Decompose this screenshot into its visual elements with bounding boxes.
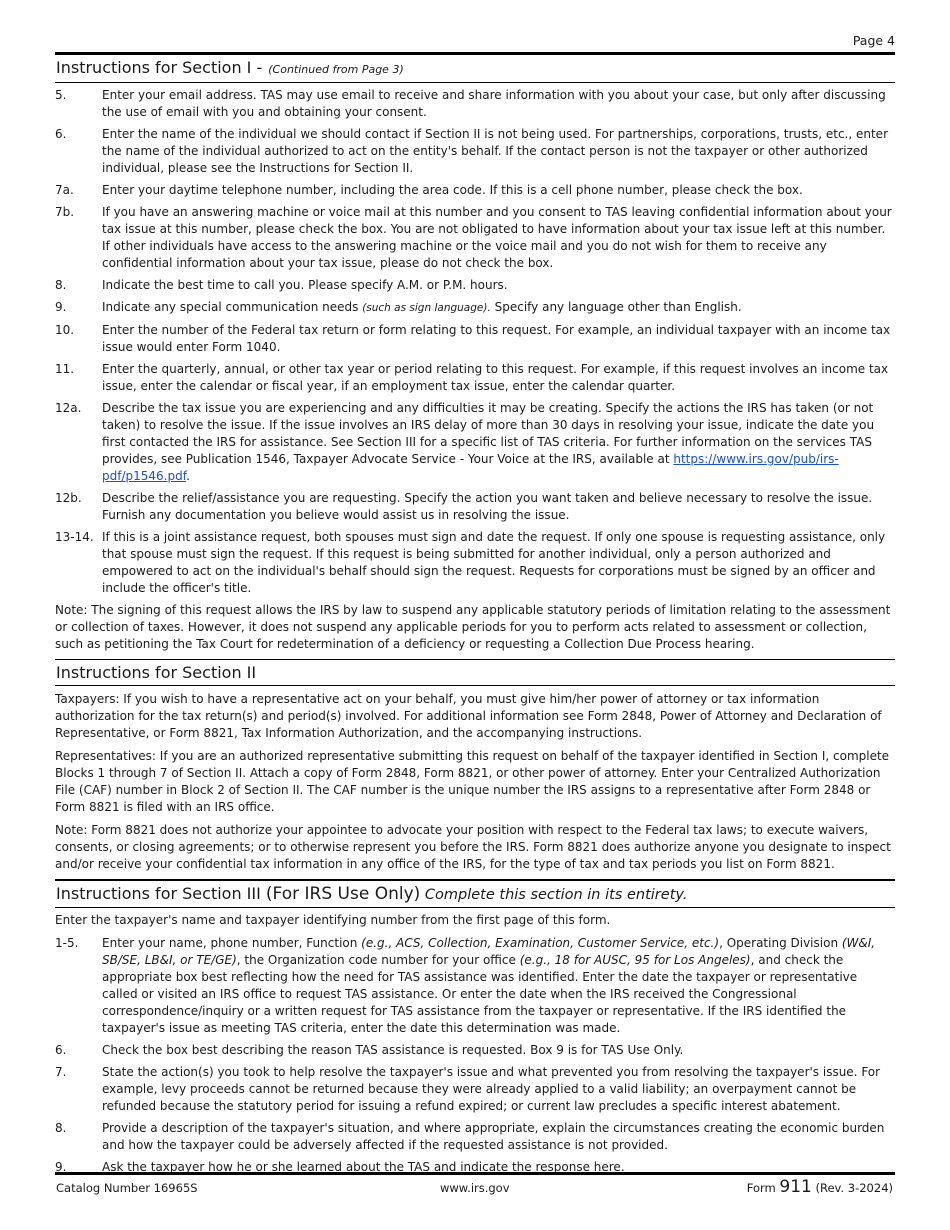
- item-text-part: , and check the appropriate box best reflecting how the need for TAS assistance was identified. Enter the date the taxpayer or representative called or visited an IRS office to request TAS assistance. Or enter the date when the IRS received the Congressional correspondence/inquiry or a written request for TAS assistance from the taxpayer or representative. If the IRS identified the taxpayer's issue as meeting TAS criteria, enter the date this determination was made.: [102, 953, 858, 1035]
- section1-note: Note: The signing of this request allows the IRS by law to suspend any applicable statutory periods of limitation relating to the assessment or collection of taxes. However, it does not suspend any applicable periods for you to perform acts related to assessment or collection, such as petitioning the Tax Court for redetermination of a deficiency or requesting a Collection Due Process hearing.: [55, 603, 891, 651]
- list-item: [55, 1042, 895, 1059]
- list-item: [55, 299, 895, 317]
- item-number: 7b.: [55, 205, 75, 219]
- item-number: 7a.: [55, 183, 74, 197]
- item-number: 11.: [55, 362, 75, 376]
- item-text-italic: (W&I, SB/SE, LB&I, or TE/GE): [102, 936, 876, 967]
- list-item: [55, 322, 895, 356]
- publication-link[interactable]: https://www.irs.gov/pub/irs-pdf/p1546.pdf: [102, 452, 839, 483]
- item-text: Describe the relief/assistance you are requesting. Specify the action you want taken and believe necessary to resolve the issue. Furnish any documentation you believe would assist us in resolving the issue.: [102, 491, 873, 522]
- section2-body: [55, 691, 895, 873]
- item-text: Enter your email address. TAS may use email to receive and share information with you about your case, but only after discussing the use of email with you and obtaining your consent.: [102, 88, 886, 119]
- section3-items: [55, 908, 895, 1176]
- section2-note: Note: Form 8821 does not authorize your appointee to advocate your position with respect to the Federal tax laws; to execute waivers, consents, or closing agreements; or to otherwise represent you before the IRS. Form 8821 does authorize anyone you designate to inspect and/or receive your confidential tax information in any office of the IRS, for the type of tax and tax periods you list on Form 8821.: [55, 823, 891, 871]
- taxpayers-paragraph: Taxpayers: If you wish to have a representative act on your behalf, you must give him/her power of attorney or tax information authorization for the tax return(s) and period(s) involved. For additional information see Form 2848, Power of Attorney and Declaration of Representative, or Form 8821, Tax Information Authorization, and the accompanying instructions.: [55, 692, 882, 740]
- item-number: 12a.: [55, 401, 82, 415]
- section3-irs-only: (For IRS Use Only): [265, 884, 421, 904]
- item-number: 9.: [55, 1160, 67, 1174]
- item-text: Ask the taxpayer how he or she learned about the TAS and indicate the response here.: [102, 1160, 625, 1174]
- form-revision: [747, 1177, 893, 1197]
- item-text: State the action(s) you took to help resolve the taxpayer's issue and what prevented you from resolving the taxpayer's issue. For example, levy proceeds cannot be returned because they were already applied to a valid liability; an overpayment cannot be refunded because the statutory period for issuing a refund expired; or current law precludes a specific interest abatement.: [102, 1065, 881, 1113]
- list-item: [55, 529, 895, 597]
- page-number: Page 4: [852, 33, 895, 48]
- item-text: Indicate the best time to call you. Please specify A.M. or P.M. hours.: [102, 278, 508, 292]
- item-number: 13-14.: [55, 530, 94, 544]
- item-text-body: Describe the tax issue you are experiencing and any difficulties it may be creating. Specify the actions the IRS has taken (or not taken) to resolve the issue. If the issue involves an IRS delay of more than 30 days in resolving your issue, indicate the date you first contacted the IRS for assistance. See Section III for a specific list of TAS criteria. For further information on the services TAS provides, see Publication 1546, Taxpayer Advocate Service - Your Voice at the IRS, available at: [102, 401, 875, 466]
- item-number: 6.: [55, 1043, 67, 1057]
- section1-title: Instructions for Section I -: [56, 58, 263, 77]
- item-text: If this is a joint assistance request, both spouses must sign and date the request. If only one spouse is requesting assistance, only that spouse must sign the request. If this request is being submitted for another individual, only a person authorized and empowered to act on the individual's behalf should sign the request. Requests for corporations must be signed by an officer and include the officer's title.: [102, 530, 886, 595]
- item-number: 1-5.: [55, 936, 79, 950]
- page-footer: [55, 1172, 895, 1205]
- item-number: 5.: [55, 88, 67, 102]
- item-text: Check the box best describing the reason TAS assistance is requested. Box 9 is for TAS Use Only.: [102, 1043, 684, 1057]
- catalog-number: Catalog Number 16965S: [56, 1181, 198, 1195]
- item-text-after: .: [186, 469, 190, 483]
- list-item: [55, 87, 895, 121]
- item-text: [102, 935, 895, 1037]
- list-item: [55, 1120, 895, 1154]
- item-text: [102, 299, 895, 317]
- list-item: [55, 1064, 895, 1115]
- section3-subtitle: Complete this section in its entirety.: [420, 887, 688, 903]
- section1-continued: (Continued from Page 3): [268, 63, 404, 76]
- revision-date: (Rev. 3-2024): [811, 1181, 893, 1195]
- item-text: Enter the number of the Federal tax return or form relating to this request. For example, an individual taxpayer with an income tax issue would enter Form 1040.: [102, 323, 891, 354]
- item-text-c: Specify any language other than English.: [490, 300, 742, 314]
- item-text-italic: (e.g., ACS, Collection, Examination, Customer Service, etc.): [361, 936, 720, 950]
- section1-items: [55, 83, 895, 653]
- item-text-part: , the Organization code number for your office: [236, 953, 520, 967]
- list-item: [55, 361, 895, 395]
- item-text-part: Enter your name, phone number, Function: [102, 936, 362, 950]
- item-text: Enter the quarterly, annual, or other tax year or period relating to this request. For example, if this request involves an income tax issue, enter the calendar or fiscal year, if an employment tax issue, enter the calendar quarter.: [102, 362, 889, 393]
- form-prefix: Form: [746, 1181, 780, 1195]
- item-number: 8.: [55, 1121, 67, 1135]
- form-number: 911: [779, 1177, 812, 1197]
- section1-heading: [55, 52, 895, 83]
- list-item: [55, 935, 895, 1037]
- item-text-italic: (e.g., 18 for AUSC, 95 for Los Angeles): [519, 953, 751, 967]
- page: [55, 30, 895, 1181]
- item-number: 8.: [55, 278, 67, 292]
- section3-intro: Enter the taxpayer's name and taxpayer identifying number from the first page of this form.: [55, 913, 611, 927]
- item-text-b: (such as sign language).: [362, 302, 491, 314]
- section3-title: Instructions for Section III: [56, 884, 266, 903]
- representatives-paragraph: Representatives: If you are an authorized representative submitting this request on behalf of the taxpayer identified in Section I, complete Blocks 1 through 7 of Section II. Attach a copy of Form 2848, Form 8821, or other power of attorney. Enter your Centralized Authorization File (CAF) number in Block 2 of Section II. The CAF number is the unique number the IRS assigns to a representative after Form 2848 or Form 8821 is filed with an IRS office.: [55, 749, 890, 814]
- website: www.irs.gov: [440, 1181, 510, 1195]
- item-text: [102, 400, 895, 485]
- section2-heading: Instructions for Section II: [55, 659, 895, 686]
- item-number: 9.: [55, 300, 67, 314]
- list-item: [55, 182, 895, 199]
- item-number: 10.: [55, 323, 75, 337]
- list-item: [55, 126, 895, 177]
- item-number: 7.: [55, 1065, 67, 1079]
- item-text: If you have an answering machine or voice mail at this number and you consent to TAS leaving confidential information about your tax issue at this number, please check the box. You are not obligated to have information about your tax issue left at this number. If other individuals have access to the answering machine or the voice mail and you do not wish for them to receive any confidential information about your tax issue, please do not check the box.: [102, 205, 892, 270]
- list-item: [55, 204, 895, 272]
- list-item: [55, 490, 895, 524]
- section3-heading: [55, 879, 895, 908]
- item-text: Provide a description of the taxpayer's situation, and where appropriate, explain the circumstances creating the economic burden and how the taxpayer could be adversely affected if the requested assistance is not provided.: [102, 1121, 885, 1152]
- item-number: 6.: [55, 127, 67, 141]
- item-text: Enter your daytime telephone number, including the area code. If this is a cell phone number, please check the box.: [102, 183, 803, 197]
- item-text: Enter the name of the individual we should contact if Section II is not being used. For partnerships, corporations, trusts, etc., enter the name of the individual authorized to act on the entity's behalf. If the contact person is not the taxpayer or other authorized individual, please see the Instructions for Section II.: [102, 127, 888, 175]
- list-item: [55, 400, 895, 485]
- item-text-a: Indicate any special communication needs: [102, 300, 363, 314]
- item-number: 12b.: [55, 491, 82, 505]
- item-text-part: , Operating Division: [719, 936, 842, 950]
- list-item: [55, 277, 895, 294]
